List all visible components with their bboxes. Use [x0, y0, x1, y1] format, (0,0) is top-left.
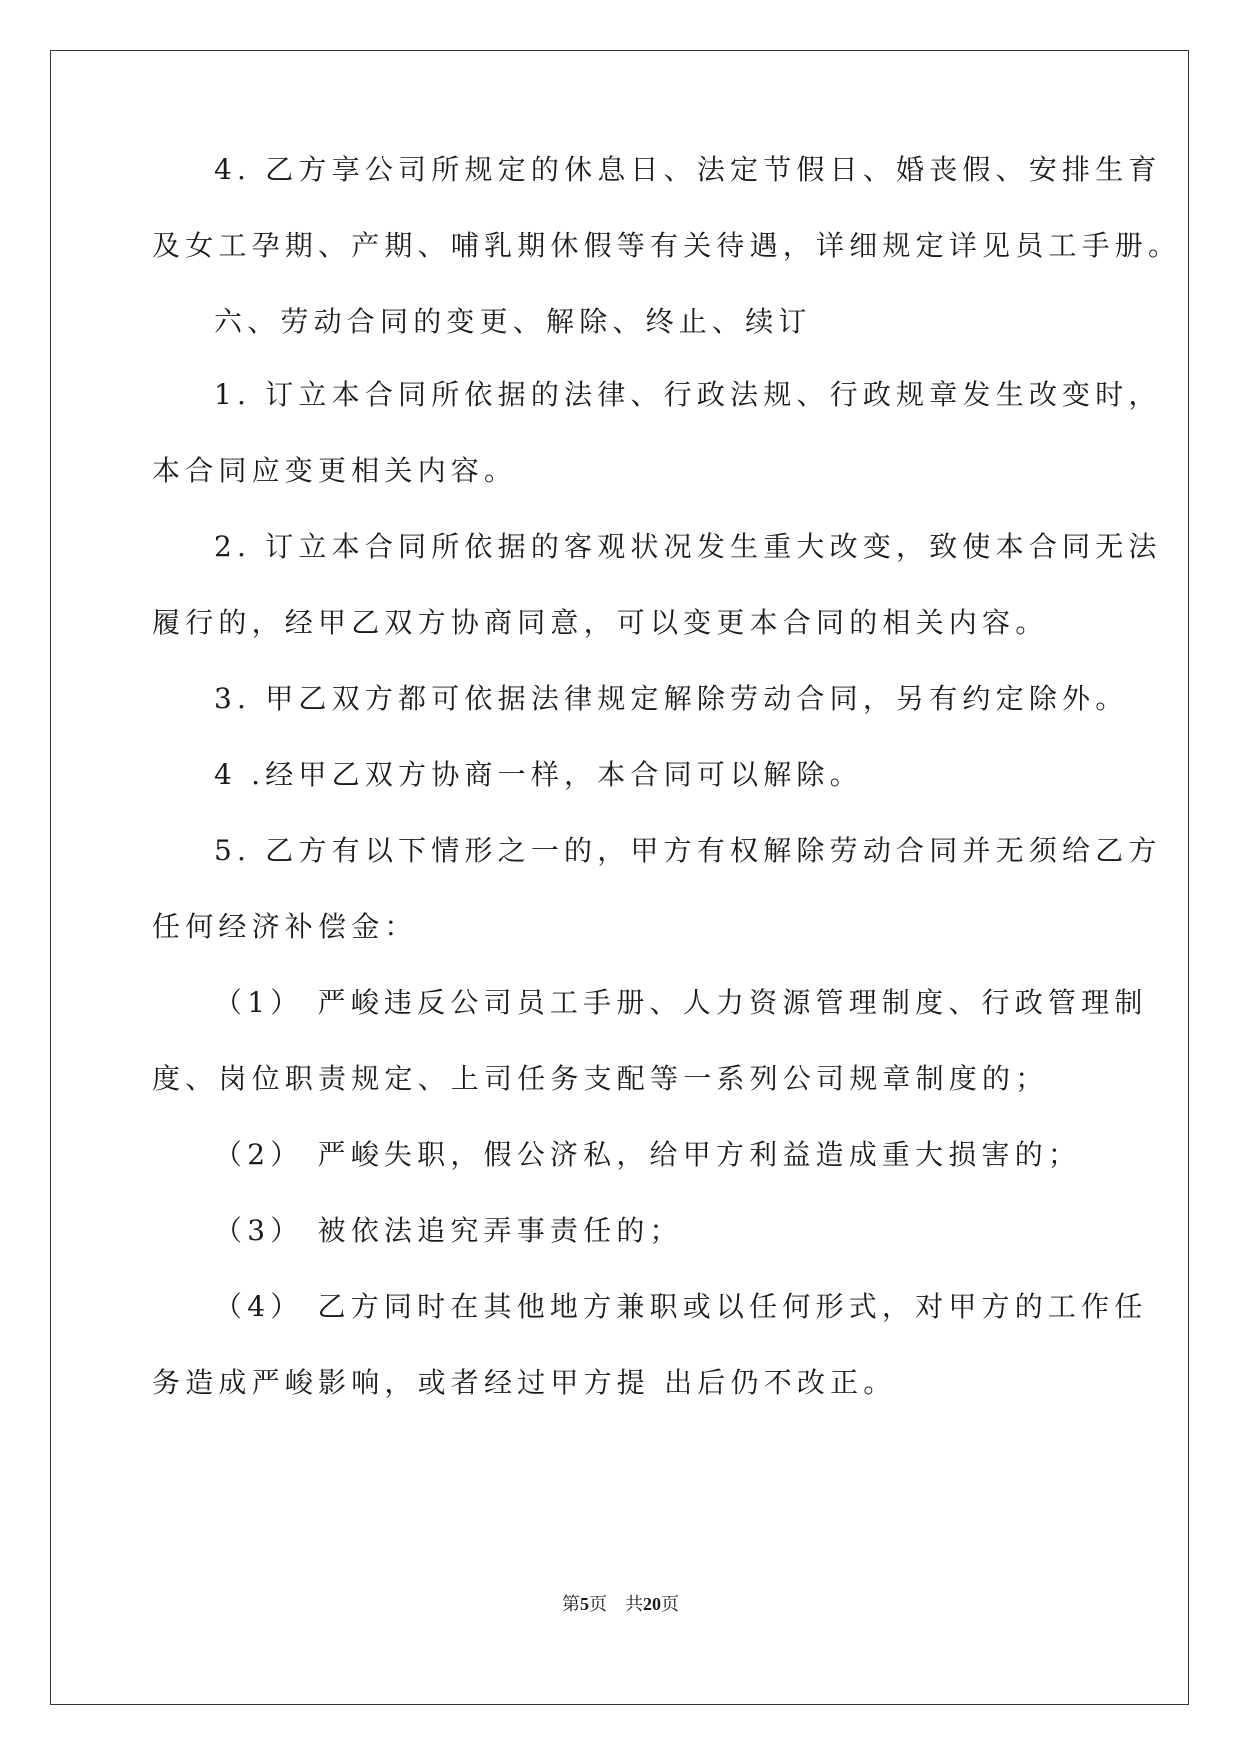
- section-heading: 六、劳动合同的变更、解除、终止、续订: [214, 305, 812, 338]
- list-item-3: （3） 被依法追究弄事责任的；: [214, 1214, 683, 1247]
- footer-prefix: 第: [562, 1594, 580, 1614]
- paragraph-line-2: 及女工孕期、产期、哺乳期休假等有关待遇，详细规定详见员工手册。: [152, 229, 1182, 262]
- footer-page-unit: 页: [589, 1594, 607, 1614]
- paragraph-line-8: 3. 甲乙双方都可依据法律规定解除劳动合同，另有约定除外。: [214, 682, 1129, 715]
- paragraph-line-7: 履行的，经甲乙双方协商同意，可以变更本合同的相关内容。: [152, 606, 1049, 639]
- paragraph-line-1: 4. 乙方享公司所规定的休息日、法定节假日、婚丧假、安排生育: [214, 153, 1162, 186]
- paragraph-line-10: 5. 乙方有以下情形之一的，甲方有权解除劳动合同并无须给乙方: [214, 834, 1162, 867]
- total-page-count: 20: [643, 1594, 661, 1614]
- current-page-number: 5: [580, 1594, 589, 1614]
- list-item-2: （2） 严峻失职，假公济私，给甲方利益造成重大损害的；: [214, 1138, 1082, 1171]
- footer-total-unit: 页: [661, 1594, 679, 1614]
- paragraph-line-11: 任何经济补偿金：: [152, 910, 418, 943]
- paragraph-line-9: 4 .经甲乙双方协商一样，本合同可以解除。: [214, 758, 863, 791]
- paragraph-line-5: 本合同应变更相关内容。: [152, 454, 518, 487]
- paragraph-line-6: 2. 订立本合同所依据的客观状况发生重大改变，致使本合同无法: [214, 530, 1162, 563]
- list-item-1-line-2: 度、岗位职责规定、上司任务支配等一系列公司规章制度的；: [152, 1062, 1049, 1095]
- page-footer: [0, 1592, 1241, 1616]
- list-item-4-line-2: 务造成严峻影响，或者经过甲方提 出后仍不改正。: [152, 1366, 897, 1399]
- footer-total-prefix: 共: [625, 1594, 643, 1614]
- paragraph-line-4: 1. 订立本合同所依据的法律、行政法规、行政规章发生改变时，: [214, 378, 1162, 411]
- list-item-1-line-1: （1） 严峻违反公司员工手册、人力资源管理制度、行政管理制: [214, 986, 1148, 1019]
- page-border: [50, 50, 1189, 1705]
- list-item-4-line-1: （4） 乙方同时在其他地方兼职或以任何形式，对甲方的工作任: [214, 1290, 1148, 1323]
